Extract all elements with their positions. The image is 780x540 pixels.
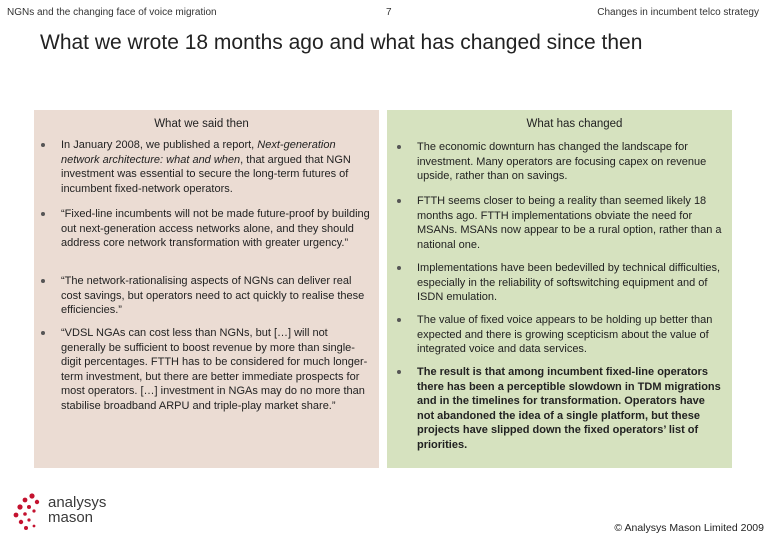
bullet-icon <box>41 212 45 216</box>
bullet-icon <box>397 370 401 374</box>
list-item: The result is that among incumbent fixed-line operators there has been a perceptible slowdown in TDM migrations and in the timelines for transformation. Operators have not abandoned the idea of a single platform, but these projects have slipped down the fixed operators’ list of priorities. <box>417 365 722 453</box>
bullet-icon <box>397 145 401 149</box>
bullet-icon <box>41 331 45 335</box>
logo-dots-icon <box>12 492 48 532</box>
analysys-mason-logo <box>12 492 122 532</box>
right-panel-heading: What has changed <box>526 118 623 130</box>
page-title: What we wrote 18 months ago and what has changed since then <box>40 31 643 54</box>
list-item: The value of fixed voice appears to be holding up better than expected and there is growing scepticism about the value of integrated voice and data services. <box>417 313 722 357</box>
header-section-title: Changes in incumbent telco strategy <box>597 7 759 18</box>
bullet-icon <box>397 318 401 322</box>
page-number: 7 <box>386 7 392 18</box>
copyright-notice: © Analysys Mason Limited 2009 <box>614 522 764 534</box>
bullet-icon <box>41 143 45 147</box>
left-panel <box>34 110 379 468</box>
logo-text-line2: mason <box>48 509 94 526</box>
left-panel-heading: What we said then <box>154 118 249 130</box>
list-item: In January 2008, we published a report, Next-generation network architecture: what and when, that argued that NGN investment was essential to secure the long-term futures of incumbent fixed-network operators. <box>61 138 371 196</box>
bullet-icon <box>41 279 45 283</box>
list-item: “The network-rationalising aspects of NGNs can deliver real cost savings, but operators need to act quickly to realise these efficiencies.” <box>61 274 371 318</box>
logo-text-line1: analysys <box>48 494 107 511</box>
list-item: “Fixed-line incumbents will not be made future-proof by building out next-generation access networks alone, and they should address core network transformation with greater urgency.” <box>61 207 371 251</box>
bullet-icon <box>397 266 401 270</box>
list-item: The economic downturn has changed the landscape for investment. Many operators are focusing capex on revenue upside, rather than on savings. <box>417 140 722 184</box>
header-doc-title: NGNs and the changing face of voice migration <box>7 7 217 18</box>
list-item: FTTH seems closer to being a reality than seemed likely 18 months ago. FTTH implementations obviate the need for MSANs. MSANs now appear to be a rural option, rather than a national one. <box>417 194 722 252</box>
right-panel <box>387 110 732 468</box>
list-item: “VDSL NGAs can cost less than NGNs, but […] will not generally be sufficient to boost revenue by more than single-digit percentages. FTTH has to be considered for much longer-term investment, but there are better immediate prospects for most operators. […] investment in NGAs may do no more than stabilise broadband ARPU and triple-play market share.” <box>61 326 371 414</box>
list-item: Implementations have been bedevilled by technical difficulties, especially in the reliability of softswitching equipment and of ISDN emulation. <box>417 261 722 305</box>
bullet-icon <box>397 199 401 203</box>
